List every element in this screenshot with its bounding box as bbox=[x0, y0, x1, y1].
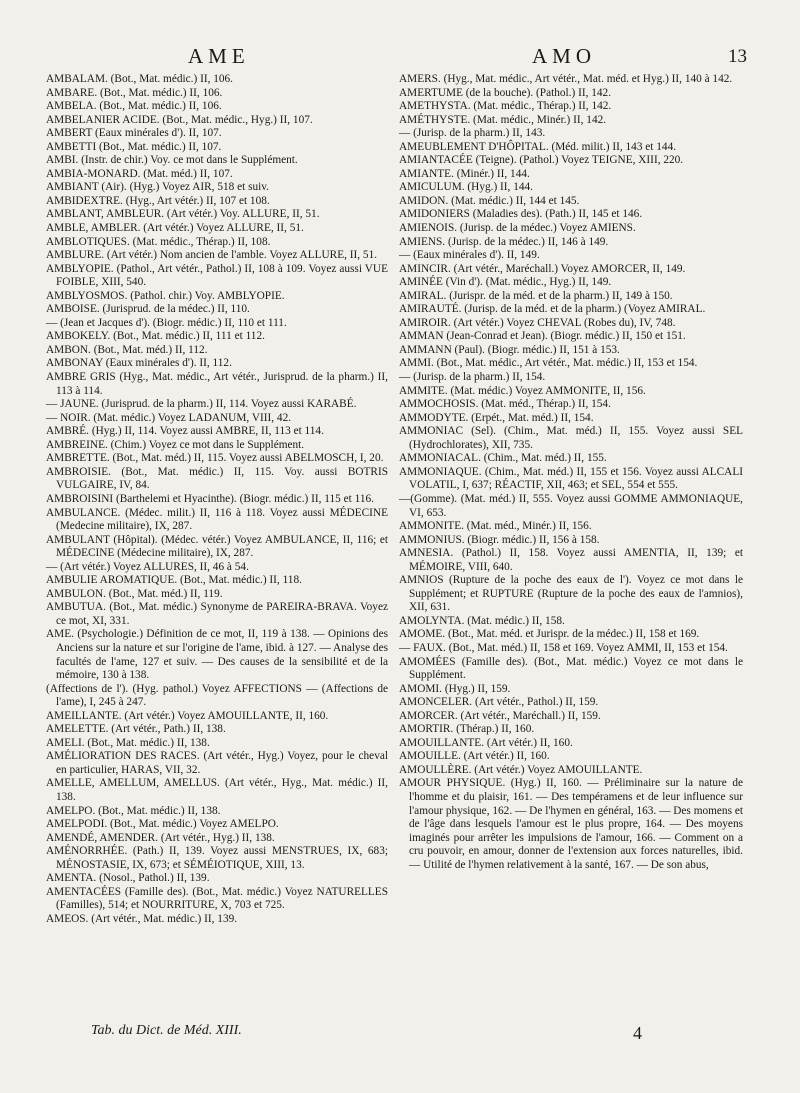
index-entry: AMBLYOPIE. (Pathol., Art vétér., Pathol.) II, 108 à 109. Voyez aussi VUE FOIBLE, XIII, 540. bbox=[46, 262, 388, 289]
index-entry: AMOME. (Bot., Mat. méd. et Jurispr. de la médec.) II, 158 et 169. bbox=[399, 628, 700, 641]
index-entry: AMICULUM. (Hyg.) II, 144. bbox=[399, 181, 533, 194]
index-entry: AMELPODI. (Bot., Mat. médic.) Voyez AMELPO. bbox=[46, 818, 279, 831]
page-number: 13 bbox=[728, 46, 747, 67]
index-entry: AMENDÉ, AMENDER. (Art vétér., Hyg.) II, 138. bbox=[46, 831, 275, 844]
index-entry: AMBLANT, AMBLEUR. (Art vétér.) Voy. ALLURE, II, 51. bbox=[46, 208, 320, 221]
index-entry: — NOIR. (Mat. médic.) Voyez LADANUM, VIII, 42. bbox=[46, 411, 292, 424]
index-entry: AMOLYNTA. (Mat. médic.) II, 158. bbox=[399, 614, 565, 627]
index-entry: AMENTA. (Nosol., Pathol.) II, 139. bbox=[46, 872, 210, 885]
index-entry: AMMONIAC (Sel). (Chim., Mat. méd.) II, 155. Voyez aussi SEL (Hydrochlorates), XII, 735. bbox=[399, 425, 743, 451]
index-entry: AMERTUME (de la bouche). (Pathol.) II, 142. bbox=[399, 86, 612, 99]
index-entry: AMMANN (Paul). (Biogr. médic.) II, 151 à 153. bbox=[399, 343, 620, 356]
index-entry: AMELPO. (Bot., Mat. médic.) II, 138. bbox=[46, 804, 221, 817]
index-entry: AMBARE. (Bot., Mat. médic.) II, 106. bbox=[46, 86, 223, 99]
index-entry: AMBONAY (Eaux minérales d'). II, 112. bbox=[46, 357, 232, 370]
index-entry: AMBELA. (Bot., Mat. médic.) II, 106. bbox=[46, 100, 222, 113]
index-entry: AMBRE GRIS (Hyg., Mat. médic., Art vétér., Jurisprud. de la pharm.) II, 113 à 114. bbox=[46, 371, 388, 397]
index-entry: AMIRAL. (Jurispr. de la méd. et de la pharm.) II, 149 à 150. bbox=[399, 289, 673, 302]
index-entry: AMBALAM. (Bot., Mat. médic.) II, 106. bbox=[46, 73, 234, 85]
index-entry: AMIANTACÉE (Teigne). (Pathol.) Voyez TEIGNE, XIII, 220. bbox=[399, 154, 684, 167]
index-entry: AMBI. (Instr. de chir.) Voy. ce mot dans le Supplément. bbox=[46, 154, 298, 167]
index-entry: AMBIANT (Air). (Hyg.) Voyez AIR, 518 et suiv. bbox=[46, 181, 269, 194]
index-entry: AMMITE. (Mat. médic.) Voyez AMMONITE, II, 156. bbox=[399, 384, 646, 397]
index-entry: AMMI. (Bot., Mat. médic., Art vétér., Mat. médic.) II, 153 et 154. bbox=[399, 357, 698, 370]
index-entry: AMERS. (Hyg., Mat. médic., Art vétér., Mat. méd. et Hyg.) II, 140 à 142. bbox=[399, 73, 733, 85]
index-entry: AMIROIR. (Art vétér.) Voyez CHEVAL (Robes du), IV, 748. bbox=[399, 316, 676, 329]
index-entry: AMMONIUS. (Biogr. médic.) II, 156 à 158. bbox=[399, 533, 600, 546]
index-entry: AMIANTE. (Minér.) II, 144. bbox=[399, 167, 530, 180]
footer-signature-line: Tab. du Dict. de Méd. XIII. bbox=[91, 1023, 242, 1038]
index-entry: AMOUR PHYSIQUE. (Hyg.) II, 160. — Préliminaire sur la nature de l'homme et du plaisir, 161. — Des tempéramens et de leur influence sur l'amour physique, 162. — De l'hymen en général, 163. — Des momens et de l'âge dans lesquels l'amour est le plus propre, 164. — Des moyens imaginés pour arrêter les impulsions de l'amour, 166. — Comment on a cru pouvoir, en amour, donner de l'extension aux forces naturelles, ibid. — Utilité de l'hymen relativement à la santé, 167. — De son abus, bbox=[399, 777, 743, 871]
index-entry: AMOMÉES (Famille des). (Bot., Mat. médic.) Voyez ce mot dans le Supplément. bbox=[399, 655, 743, 682]
index-entry: AMBUTUA. (Bot., Mat. médic.) Synonyme de PAREIRA-BRAVA. Voyez ce mot, XI, 331. bbox=[46, 601, 388, 627]
index-entry: AMMONIAQUE. (Chim., Mat. méd.) II, 155 et 156. Voyez aussi ALCALI VOLATIL, I, 637; RÉACTIF, XII, 463; et SEL, 554 et 555. bbox=[399, 465, 743, 492]
running-header-left: AME bbox=[188, 44, 250, 68]
index-entry: AMINÉE (Vin d'). (Mat. médic., Hyg.) II, 149. bbox=[399, 276, 612, 289]
index-entry: — (Jean et Jacques d'). (Biogr. médic.) II, 110 et 111. bbox=[46, 316, 287, 329]
index-column-right bbox=[399, 73, 743, 872]
index-entry: AMBIA-MONARD. (Mat. méd.) II, 107. bbox=[46, 167, 233, 180]
index-entry: AMBIDEXTRE. (Hyg., Art vétér.) II, 107 et 108. bbox=[46, 194, 270, 207]
index-entry: AMBRÉ. (Hyg.) II, 114. Voyez aussi AMBRE, II, 113 et 114. bbox=[46, 425, 324, 438]
index-entry: AMBULANT (Hôpital). (Médec. vétér.) Voyez AMBULANCE, II, 116; et MÉDECINE (Médecine militaire), IX, 287. bbox=[46, 533, 388, 560]
index-entry: AMBELANIER ACIDE. (Bot., Mat. médic., Hyg.) II, 107. bbox=[46, 113, 313, 126]
index-entry: AMONCELER. (Art vétér., Pathol.) II, 159. bbox=[399, 696, 599, 709]
index-entry: AMIENS. (Jurisp. de la médec.) II, 146 à 149. bbox=[399, 235, 609, 248]
index-entry: AMMONITE. (Mat. méd., Minér.) II, 156. bbox=[399, 520, 592, 533]
index-entry: AMOUILLANTE. (Art vétér.) II, 160. bbox=[399, 736, 573, 749]
index-entry: — JAUNE. (Jurisprud. de la pharm.) II, 114. Voyez aussi KARABÉ. bbox=[46, 398, 357, 411]
index-entry: AMÉLIORATION DES RACES. (Art vétér., Hyg.) Voyez, pour le cheval en particulier, HARAS, VII, 32. bbox=[46, 750, 388, 776]
index-entry: AMELLE, AMELLUM, AMELLUS. (Art vétér., Hyg., Mat. médic.) II, 138. bbox=[46, 777, 388, 803]
index-entry: —(Gomme). (Mat. méd.) II, 555. Voyez aussi GOMME AMMONIAQUE, VI, 653. bbox=[399, 492, 743, 519]
index-entry: AMÉNORRHÉE. (Path.) II, 139. Voyez aussi MENSTRUES, IX, 683; MÉNOSTASIE, IX, 673; et SÉMÉIOTIQUE, XIII, 13. bbox=[46, 845, 388, 871]
index-column-left bbox=[46, 73, 388, 926]
index-entry: AMELI. (Bot., Mat. médic.) II, 138. bbox=[46, 736, 210, 749]
index-entry: — (Jurisp. de la pharm.) II, 154. bbox=[399, 371, 546, 384]
index-entry: AMOULLÈRE. (Art vétér.) Voyez AMOUILLANTE. bbox=[399, 763, 643, 776]
index-entry: AME. (Psychologie.) Définition de ce mot, II, 119 à 138. — Opinions des Anciens sur la nature et sur l'origine de l'ame, ibid. à 127. — Analyse des facultés de l'ame, 127 et suiv. — Des causes de la sensibilité et de la mémoire, 130 à 138. bbox=[46, 628, 388, 682]
index-entry: AMEOS. (Art vétér., Mat. médic.) II, 139. bbox=[46, 912, 238, 925]
index-entry: AMBETTI (Bot., Mat. médic.) II, 107. bbox=[46, 140, 222, 153]
index-entry: AMOUILLE. (Art vétér.) II, 160. bbox=[399, 750, 550, 763]
index-entry: AMBRETTE. (Bot., Mat. méd.) II, 115. Voyez aussi ABELMOSCH, I, 20. bbox=[46, 452, 384, 465]
index-entry: AMBLYOSMOS. (Pathol. chir.) Voy. AMBLYOPIE. bbox=[46, 289, 285, 302]
index-entry: AMBON. (Bot., Mat. méd.) II, 112. bbox=[46, 343, 208, 356]
index-entry: AMBULIE AROMATIQUE. (Bot., Mat. médic.) II, 118. bbox=[46, 574, 302, 587]
index-entry: AMMONIACAL. (Chim., Mat. méd.) II, 155. bbox=[399, 452, 607, 465]
index-entry: AMIDONIERS (Maladies des). (Path.) II, 145 et 146. bbox=[399, 208, 643, 221]
index-entry: AMÉTHYSTE. (Mat. médic., Minér.) II, 142. bbox=[399, 113, 607, 126]
index-entry: AMMOCHOSIS. (Mat. méd., Thérap.) II, 154. bbox=[399, 398, 611, 411]
index-entry: AMBROISIE. (Bot., Mat. médic.) II, 115. Voy. aussi BOTRIS VULGAIRE, IV, 84. bbox=[46, 465, 388, 492]
index-entry: (Affections de l'). (Hyg. pathol.) Voyez AFFECTIONS — (Affections de l'ame), I, 245 à 247. bbox=[46, 682, 388, 709]
index-entry: AMIDON. (Mat. médic.) II, 144 et 145. bbox=[399, 194, 580, 207]
index-entry: AMIENOIS. (Jurisp. de la médec.) Voyez AMIENS. bbox=[399, 222, 636, 235]
index-entry: — (Eaux minérales d'). II, 149. bbox=[399, 249, 540, 262]
index-entry: AMINCIR. (Art vétér., Maréchall.) Voyez AMORCER, II, 149. bbox=[399, 262, 686, 275]
index-entry: AMENTACÉES (Famille des). (Bot., Mat. médic.) Voyez NATURELLES (Familles), 514; et NOURRITURE, X, 703 et 725. bbox=[46, 885, 388, 912]
index-entry: AMNESIA. (Pathol.) II, 158. Voyez aussi AMENTIA, II, 139; et MÉMOIRE, VIII, 640. bbox=[399, 547, 743, 573]
index-entry: AMIRAUTÉ. (Jurisp. de la méd. et de la pharm.) (Voyez AMIRAL. bbox=[399, 303, 706, 316]
index-entry: AMEUBLEMENT D'HÔPITAL. (Méd. milit.) II, 143 et 144. bbox=[399, 140, 677, 153]
index-entry: AMBLURE. (Art vétér.) Nom ancien de l'amble. Voyez ALLURE, II, 51. bbox=[46, 249, 378, 262]
index-entry: — (Jurisp. de la pharm.) II, 143. bbox=[399, 127, 546, 140]
index-entry: AMBREINE. (Chim.) Voyez ce mot dans le Supplément. bbox=[46, 438, 305, 451]
index-entry: AMORTIR. (Thérap.) II, 160. bbox=[399, 723, 535, 736]
index-entry: AMEILLANTE. (Art vétér.) Voyez AMOUILLANTE, II, 160. bbox=[46, 709, 329, 722]
index-entry: AMBULANCE. (Médec. milit.) II, 116 à 118. Voyez aussi MÉDECINE (Medecine militaire), IX, 287. bbox=[46, 506, 388, 533]
index-entry: AMBULON. (Bot., Mat. méd.) II, 119. bbox=[46, 587, 223, 600]
index-entry: — FAUX. (Bot., Mat. méd.) II, 158 et 169. Voyez AMMI, II, 153 et 154. bbox=[399, 641, 728, 654]
signature-mark: 4 bbox=[633, 1023, 642, 1043]
index-entry: AMOMI. (Hyg.) II, 159. bbox=[399, 682, 511, 695]
index-entry: AMBERT (Eaux minérales d'). II, 107. bbox=[46, 127, 222, 140]
index-entry: AMBOISE. (Jurisprud. de la médec.) II, 110. bbox=[46, 303, 250, 316]
index-entry: AMBLOTIQUES. (Mat. médic., Thérap.) II, 108. bbox=[46, 235, 271, 248]
running-header-right: AMO bbox=[532, 44, 597, 68]
index-entry: AMETHYSTA. (Mat. médic., Thérap.) II, 142. bbox=[399, 100, 612, 113]
index-entry: AMBLE, AMBLER. (Art vétér.) Voyez ALLURE, II, 51. bbox=[46, 222, 304, 235]
index-entry: AMNIOS (Rupture de la poche des eaux de l'). Voyez ce mot dans le Supplément; et RUPTURE (Rupture de la poche des eaux de l'amnios), XII, 631. bbox=[399, 574, 743, 614]
index-entry: AMELETTE. (Art vétér., Path.) II, 138. bbox=[46, 723, 226, 736]
index-entry: — (Art vétér.) Voyez ALLURES, II, 46 à 54. bbox=[46, 560, 249, 573]
index-entry: AMMODYTE. (Erpét., Mat. méd.) II, 154. bbox=[399, 411, 594, 424]
index-entry: AMORCER. (Art vétér., Maréchall.) II, 159. bbox=[399, 709, 601, 722]
index-entry: AMBOKELY. (Bot., Mat. médic.) II, 111 et 112. bbox=[46, 330, 265, 343]
index-entry: AMMAN (Jean-Conrad et Jean). (Biogr. médic.) II, 150 et 151. bbox=[399, 330, 686, 343]
index-entry: AMBROISINI (Barthelemi et Hyacinthe). (Biogr. médic.) II, 115 et 116. bbox=[46, 492, 374, 505]
